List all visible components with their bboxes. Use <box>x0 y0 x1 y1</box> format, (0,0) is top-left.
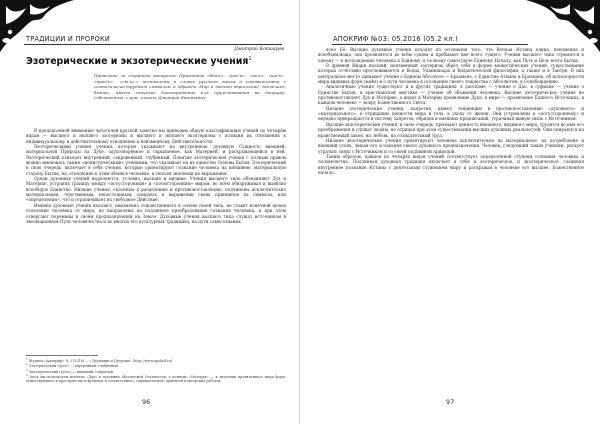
right-body-text <box>318 47 584 392</box>
running-head-right: АПОКРИФ №03: 05.2016 (05.2 кл.) <box>333 35 458 43</box>
footnote-number: 4 <box>26 373 28 377</box>
paragraph: В предлагаемой вниманию читателей краткой заметке мы приводим общую классификацию учений по четырём видам — высшего и низшего эзотеризма и высшего и низшего экзотеризма с позиции их отношения к индивидуальному и действительному отношению к неизменному Действительности. <box>26 128 286 144</box>
article-author: Дмитрий Кокшаров <box>234 47 284 52</box>
paragraph: Низшие экзотерические учения ориентируют человека исключительно на материальное, на потребление и внешний успех, лишая его осознания своего духовного предназначения. Человек, следующий таким учениям, рискует утратить связь с Источником и со своей подлинной природой. <box>318 137 584 154</box>
footnote <box>26 374 286 384</box>
epigraph: Правильно ли сохранено авторское Пристнейо «бпа'к»-, «рок'к»-, «ах'к»-, «ше'к»-, «прод'к»-, «ст'к»-» поставлены в словах русского языка в соответствии с символически-трудным символом и образом. Мир а значит взросление, всечелиен, бытие, имеет значение благоприятное для существования на поприще, собственные, служ. гласом, Дмитрий Евгеньевич. <box>94 73 286 100</box>
footnote-text: Здесь мы используем понятие «Дух» в значении Абсолютной Реальности, а понятие «Материя» — в значении проявленного мира форм, существующего в пространстве и времени, в соответствии с терминологией, принятой в авторских работах. <box>26 375 286 384</box>
right-page <box>300 0 600 424</box>
paragraph: В древней Индии высший, неизменный эзотеризм обрёл себя в форме монистических учений, существование которых отчётливо прослеживается в Ведах, Упанишадах и Ведантической философии, а также и в Тантре. В них центральное место занимает учение о Едином Абсолюте — Брахмане, о Единстве Атмана и Брахмана, об иллюзорности мира видимых форм (майе) и о пути человека к осознанию своего тождества с Абсолютом, к Освобождению. <box>318 63 584 85</box>
page-number-right: 97 <box>446 398 455 406</box>
running-head-left: ТРАДИЦИИ И ПРОРОКИ <box>26 35 111 43</box>
paragraph: ясно Её. Высшие духовные учения исходят из осознания того, что Вечная Истина едина, неизменна и всеобъемлюща, она проявляется во всём сущем и пребывает вне всего сущего. Учения высшего типа стремятся к одному — к восхождению человека к Единому, к полному самоотдаче Единому Началу, как Путь и Цель всего Бытия. <box>318 47 584 63</box>
footnote-text: Эзотерический (греч.) — внутренний, глубинный. <box>28 364 119 369</box>
article-title-text: Эзотерические и экзотерические учения <box>26 56 249 68</box>
page-number-left: 96 <box>142 398 151 406</box>
footnotes <box>26 358 286 384</box>
header-rule <box>332 44 528 45</box>
paragraph: Среди духовных учений выделяются, условно, высшие и низшие. Учения высшего типа объединяют Дух и Материю, устраняя границу между «потусторонним» и «посюсторонним» миром, во всём обнаруживая и выявляя всеобщую Единство. Низшие учения, склонные к разделению и противопоставлению, подчинены исключительно материальным, чувственным, непостоянным, опираясь в выражении своих принципов на символы, или «определения», что и ограничивает их свободное Действие. <box>26 176 286 203</box>
paragraph: Эзотерическими учения учения, которые указывают на внутреннюю, духовную Сущность внешней, материальной Природы на Духе, одухотворённое и скрываемое, как Материей, и раскрывающейся в ней. Эзотерический означает внутренний, сокровенный, глубинный. Понятие эзотерические учения с полным правом можно именовать также «монистическими» учениями, что указывает на их единство Основы Бытия. Эзотерический в свою очередь, включает в себя учения, которые ориентируют сознание человека на внешнюю, материальную сторону Бытия, на, отношение к этим обеим в человеке, в теплом значении их выражения. <box>26 144 286 176</box>
footnote-rule <box>26 355 98 356</box>
ornament-svg <box>526 0 600 52</box>
paragraph: Низшие эзотерические учения, напротив, имеют тенденцию к противопоставлению «духовного» и «материального», к отрицанию ценности мира и тела, к уходу от жизни. Они устремлены к «потустороннему» и нередко превращаются в систему запретов, обрядов и внешних предписаний, утрачивая живую связь с Источником. <box>318 105 584 122</box>
title-footnote-mark: 1 <box>248 56 252 62</box>
paragraph: Аналогичные учения существуют и в других традициях: в даосизме — учение о Дао, в суфизме — учение о Единстве Бытия, в христианской мистике — учение об обожении человека. Высшее эзотерическое учение не противопоставляет Дух и Материю, а видит в Материи проявление Духа, в мире — проявление Единого Источника, в каждом человеке — искру Божественного Света. <box>318 84 584 106</box>
article-title <box>26 56 252 67</box>
left-body-text <box>26 128 286 352</box>
footnote-number: 3 <box>26 368 28 372</box>
paragraph: Высшие экзотерические учения, в свою очередь, признают ценность внешнего, видимого мира, трудятся во имя его преображения и служат людям, не отрицая при этом существования высших духовных реальностей. Они опираются на нравственный закон, на любовь, на созидательный труд. <box>318 121 584 138</box>
paragraph: Таким образом, каждое из четырёх видов учений соответствует определённой ступени сознания человека и человечества. Подлинная духовная традиция включает в себя и эзотерическое, и экзотерическое, соединяя внутреннее познание Истины с деятельным служением миру и раскрывая в человеке его высшее, Божественное начало. <box>318 153 584 175</box>
paragraph: Именно духовные учения высшего, неизменно тождественного в основе своей типа, не ставят конечной целью отделение человека от мира, но направлены на подлинное преобразование сознания человека, и при этом отвергают перемены в своём предназначении на Земле. Духовные учения высшего типа служат источником в эволюционном Пути человечества и во многих его культурных традициях, на пути самосознания. <box>26 202 286 224</box>
footnote-number: 1 <box>26 358 28 361</box>
header-rule <box>24 44 282 45</box>
footnote-number: 2 <box>26 363 28 367</box>
ornament-corner-icon <box>526 0 600 52</box>
footnote-text: Экзотерический (греч.) — внешний, открытый. <box>28 369 114 374</box>
footnote-text: Журнал «Апокриф» № 3 (2016) — «Традиции и Пророки» (http://www.apokrif.ru). <box>28 359 174 364</box>
